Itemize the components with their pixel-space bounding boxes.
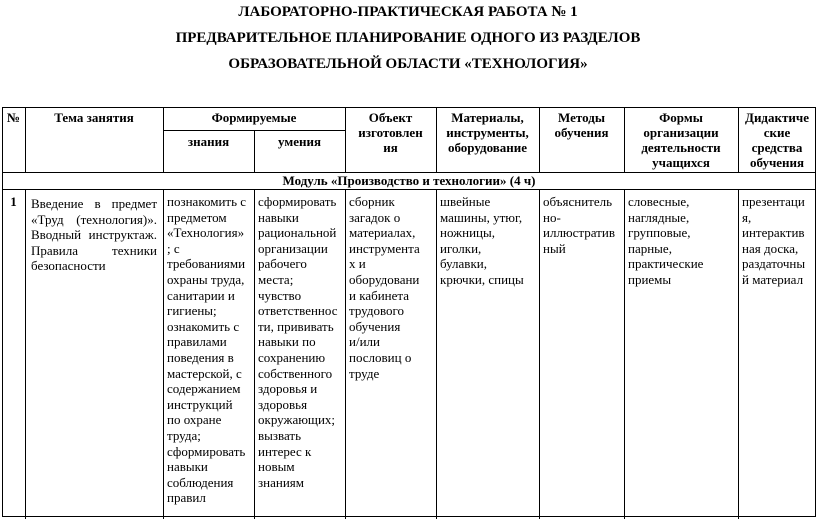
header-knowledge: знания — [187, 134, 230, 149]
row-skills: сформировать навыки рациональной организации рабочего места; чувство ответственнос ти, прививать навыки по сохранению собственного здоровья и здоровья окружающих; вызвать интерес к новым знаниям — [258, 194, 338, 490]
header-materials: Материалы, инструменты, оборудование — [446, 110, 529, 155]
header-number: № — [6, 110, 21, 125]
doc-title-line3: ОБРАЗОВАТЕЛЬНОЙ ОБЛАСТИ «ТЕХНОЛОГИЯ» — [228, 56, 588, 72]
row-number: 1 — [10, 194, 17, 209]
header-didactic: Дидактиче ские средства обучения — [745, 110, 809, 170]
header-methods: Методы обучения — [554, 110, 609, 140]
header-forms: Формы организации деятельности учащихся — [641, 110, 721, 170]
row-topic: Введение в предмет «Труд (технология)». Вводный инструктаж. Правила техники безопасности — [31, 196, 157, 274]
row-knowledge: познакомить с предметом «Технология» ; с требованиями охраны труда, санитарии и гигиены; ознакомить с правилами поведения в мастерской, с содержанием инструкций по охране труда; сформировать навыки соблюдения правил — [167, 194, 247, 506]
row-materials: швейные машины, утюг, ножницы, иголки, булавки, крючки, спицы — [440, 194, 524, 287]
doc-title-line1: ЛАБОРАТОРНО-ПРАКТИЧЕСКАЯ РАБОТА № 1 — [238, 4, 578, 20]
row-object: сборник загадок о материалах, инструмента х и оборудовани и кабинета трудового обучения и/или пословиц о труде — [349, 194, 420, 381]
row-forms: словесные, наглядные, групповые, парные, практические приемы — [628, 194, 704, 287]
row-methods: объяснитель но- иллюстратив ный — [543, 194, 615, 256]
row-didactic: презентаци я, интерактив ная доска, раздаточны й материал — [742, 194, 806, 287]
doc-title-line2: ПРЕДВАРИТЕЛЬНОЕ ПЛАНИРОВАНИЕ ОДНОГО ИЗ РАЗДЕЛОВ — [175, 30, 641, 46]
header-skills: умения — [278, 134, 321, 149]
module-title: Модуль «Производство и технологии» (4 ч) — [282, 173, 536, 188]
header-object: Объект изготовлен ия — [358, 110, 423, 155]
header-topic: Тема занятия — [54, 110, 134, 125]
header-formed: Формируемые — [211, 110, 297, 125]
